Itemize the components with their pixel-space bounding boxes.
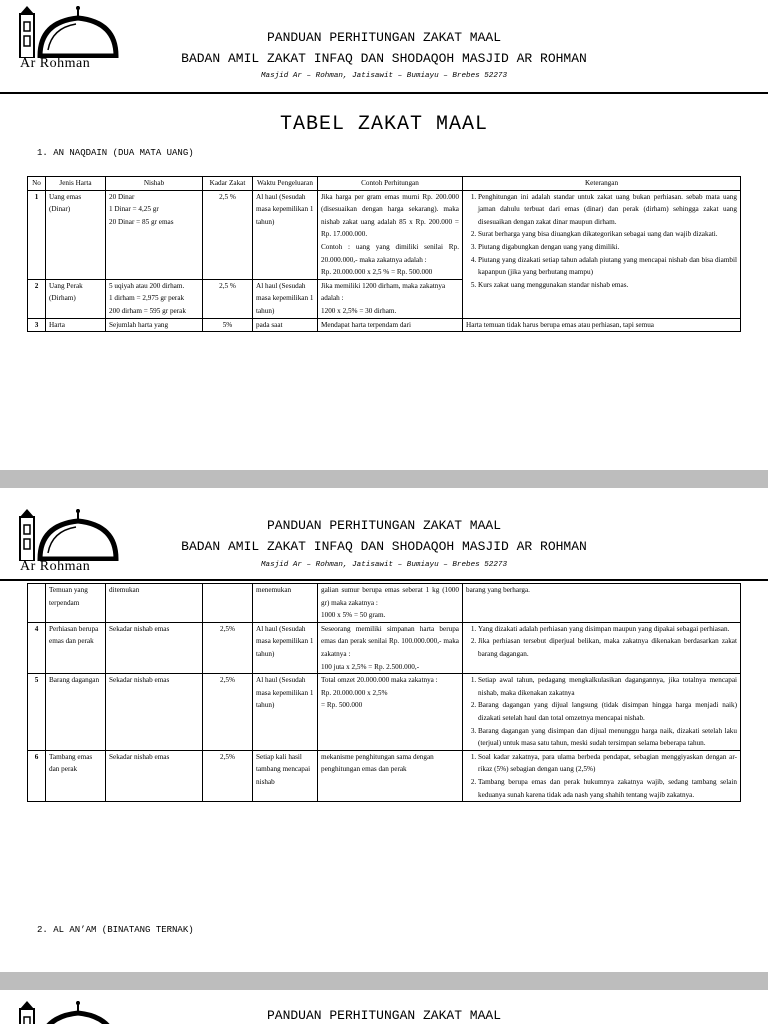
header-line-3: Masjid Ar – Rohman, Jatisawit – Bumiayu – Brebes 52273 [260, 72, 508, 80]
cell-contoh [318, 279, 463, 318]
col-header-waktu: Waktu Pengeluaran [253, 177, 318, 191]
cell-line: Jika memiliki 1200 dirham, maka zakatnya adalah : [321, 281, 446, 303]
cell-jenis: Uang emas (Dinar) [46, 190, 106, 279]
cell-line: Rp. 20.000.000 x 2,5 % = Rp. 500.000 [321, 268, 433, 277]
cell-kadar: 2,5% [203, 750, 253, 801]
section-heading-1: 1. AN NAQDAIN (DUA MATA UANG) [37, 148, 194, 158]
cell-jenis: Tambang emas dan perak [46, 750, 106, 801]
keterangan-list [466, 751, 737, 801]
table-row [28, 622, 741, 673]
cell-line: 5 uqiyah atau 200 dirham. [109, 281, 185, 290]
cell-kadar: 2,5 % [203, 279, 253, 318]
list-item: 5. Kurs zakat uang menggunakan standar nishab emas. [478, 279, 737, 292]
header-line-1: PANDUAN PERHITUNGAN ZAKAT MAAL [266, 1008, 502, 1023]
page-header [0, 0, 768, 80]
cell-nishab [106, 279, 203, 318]
logo-text: Ar Rohman [20, 559, 91, 574]
cell-kadar [203, 584, 253, 623]
keterangan-list [466, 623, 737, 661]
list-item: 1. Penghitungan ini adalah standar untuk zakat uang bukan perhiasan. sebab mata uang jaman dahulu terbuat dari emas (dinar) dan perak (dirham) sehingga zakat uang disesuaikan dengan zakat dinar maupun dirham. [478, 191, 737, 229]
cell-keterangan [463, 750, 741, 801]
keterangan-list [466, 191, 737, 292]
col-header-nishab: Nishab [106, 177, 203, 191]
cell-keterangan: barang yang berharga. [463, 584, 741, 623]
table-row [28, 190, 741, 279]
keterangan-list [466, 674, 737, 750]
list-item: 2. Tambang berupa emas dan perak hukumnya zakatnya wajib, sedang tambang selain keduanya sunah karena tidak ada nash yang shahih tentang wajib zakatnya. [478, 776, 737, 801]
cell-no: 6 [28, 750, 46, 801]
cell-keterangan [463, 622, 741, 673]
cell-kadar: 2,5% [203, 622, 253, 673]
cell-nishab: ditemukan [106, 584, 203, 623]
header-line-2: BADAN AMIL ZAKAT INFAQ DAN SHODAQOH MASJID AR ROHMAN [181, 539, 587, 554]
page-separator [0, 972, 768, 990]
list-item: 3. Piutang digabungkan dengan uang yang dimiliki. [478, 241, 737, 254]
cell-keterangan: Harta temuan tidak harus berupa emas atau perhiasan, tapi semua [463, 318, 741, 332]
col-header-kadar: Kadar Zakat [203, 177, 253, 191]
header-line-2: BADAN AMIL ZAKAT INFAQ DAN SHODAQOH MASJID AR ROHMAN [181, 51, 587, 66]
cell-waktu: menemukan [253, 584, 318, 623]
cell-no: 3 [28, 318, 46, 332]
cell-contoh: mekanisme penghitungan sama dengan penghitungan emas dan perak [318, 750, 463, 801]
table-header-row [28, 177, 741, 191]
header-line-3: Masjid Ar – Rohman, Jatisawit – Bumiayu – Brebes 52273 [260, 561, 508, 569]
list-item: 4. Piutang yang dizakati setiap tahun adalah piutang yang mencapai nishab dan bisa diambil kapanpun (jika yang berhutang mampu) [478, 254, 737, 279]
section-heading-2: 2. AL AN’AM (BINATANG TERNAK) [37, 925, 194, 935]
cell-line: Seseorang memiliki simpanan harta berupa emas dan perak senilai Rp. 100.000.000,- maka zakatnya : [321, 624, 459, 658]
header-line-1: PANDUAN PERHITUNGAN ZAKAT MAAL [266, 518, 502, 533]
cell-no: 1 [28, 190, 46, 279]
page-header [0, 995, 768, 1024]
page-header [0, 503, 768, 583]
cell-line: 1000 x 5% = 50 gram. [321, 611, 386, 620]
cell-kadar: 2,5% [203, 674, 253, 751]
page-title: TABEL ZAKAT MAAL [279, 113, 489, 136]
page-separator [0, 470, 768, 488]
cell-line: 20 Dinar [109, 192, 135, 201]
cell-contoh [318, 622, 463, 673]
cell-kadar: 5% [203, 318, 253, 332]
cell-contoh [318, 674, 463, 751]
cell-waktu: Al haul (Sesudah masa kepemilikan 1 tahun) [253, 190, 318, 279]
cell-nishab: Sejumlah harta yang [106, 318, 203, 332]
cell-waktu: Al haul (Sesudah masa kepemilikan 1 tahun) [253, 279, 318, 318]
cell-jenis: Barang dagangan [46, 674, 106, 751]
table-row [28, 584, 741, 623]
col-header-contoh: Contoh Perhitungan [318, 177, 463, 191]
table-row [28, 750, 741, 801]
cell-line: 100 juta x 2,5% = Rp. 2.500.000,- [321, 662, 420, 671]
cell-jenis: Harta [46, 318, 106, 332]
header-rule [0, 92, 768, 94]
list-item: 2. Barang dagangan yang dijual langsung (tidak disimpan hingga harga menjadi naik) dizakati setelah haul dan total omzetnya mencapai nishab. [478, 699, 737, 724]
list-item: 1. Setiap awal tahun, pedagang mengkalkulasikan dagangannya, jika totalnya mencapai nishab, maka dikenakan zakatnya [478, 674, 737, 699]
cell-kadar: 2,5 % [203, 190, 253, 279]
col-header-no: No [28, 177, 46, 191]
cell-contoh [318, 584, 463, 623]
cell-waktu: Al haul (Sesudah masa kepemilikan 1 tahun) [253, 674, 318, 751]
zakat-table-page-2 [27, 583, 741, 802]
header-rule [0, 579, 768, 581]
list-item: 2. Surat berharga yang bisa diuangkan dikategorikan sebagai uang dan wajib dizakati. [478, 228, 737, 241]
zakat-table-page-1 [27, 176, 741, 332]
header-line-1: PANDUAN PERHITUNGAN ZAKAT MAAL [266, 30, 502, 45]
cell-jenis: Perhiasan berupa emas dan perak [46, 622, 106, 673]
col-header-jenis: Jenis Harta [46, 177, 106, 191]
cell-no: 5 [28, 674, 46, 751]
list-item: 1. Yang dizakati adalah perhiasan yang disimpan maupun yang dipakai sebagai perhiasan. [478, 623, 737, 636]
cell-nishab [106, 190, 203, 279]
logo-text: Ar Rohman [20, 56, 91, 71]
cell-no: 4 [28, 622, 46, 673]
cell-waktu: pada saat [253, 318, 318, 332]
cell-line: Rp. 20.000.000 x 2,5% [321, 688, 388, 697]
cell-line: 1 Dinar = 4,25 gr [109, 205, 159, 214]
cell-line: Total omzet 20.000.000 maka zakatnya : [321, 676, 438, 685]
cell-jenis: Temuan yang terpendam [46, 584, 106, 623]
cell-line: 20 Dinar = 85 gr emas [109, 217, 174, 226]
cell-line: galian sumur berupa emas seberat 1 kg (1000 gr) maka zakatnya : [321, 586, 459, 607]
list-item: 2. Jika perhiasan tersebut diperjual belikan, maka zakatnya dikenakan berdasarkan zakat barang dagangan. [478, 635, 737, 660]
cell-keterangan [463, 674, 741, 751]
cell-waktu: Setiap kali hasil tambang mencapai nishab [253, 750, 318, 801]
cell-line: Jika harga per gram emas murni Rp. 200.000 (disesuaikan dengan harga sekarang). maka nishab zakat uang adalah 85 x Rp. 200.000 = Rp. 17.000.000. [321, 192, 459, 239]
cell-line: 1 dirham = 2,975 gr perak [109, 294, 185, 303]
table-row [28, 674, 741, 751]
cell-contoh: Mendapat harta terpendam dari [318, 318, 463, 332]
cell-contoh [318, 190, 463, 279]
cell-no: 2 [28, 279, 46, 318]
table-row [28, 318, 741, 332]
cell-nishab: Sekadar nishab emas [106, 750, 203, 801]
cell-nishab: Sekadar nishab emas [106, 674, 203, 751]
cell-line: Contoh : uang yang dimiliki senilai Rp. 20.000.000,- maka zakatnya adalah : [321, 242, 459, 264]
cell-jenis: Uang Perak (Dirham) [46, 279, 106, 318]
col-header-keterangan: Keterangan [463, 177, 741, 191]
cell-waktu: Al haul (Sesudah masa kepemilikan 1 tahun) [253, 622, 318, 673]
list-item: 3. Barang dagangan yang disimpan dan dijual menunggu harga naik, dizakati setelah laku (terjual) untuk masa satu tahun, meski sudah tersimpan selama beberapa tahun. [478, 725, 737, 750]
table-page-1-clip [0, 176, 768, 455]
list-item: 1. Soal kadar zakatnya, para ulama berbeda pendapat, sebagian menggiyaskan dengan ar-rikaz (5%) sebagian dengan uang (2,5%) [478, 751, 737, 776]
cell-no [28, 584, 46, 623]
cell-line: 1200 x 2,5% = 30 dirham. [321, 306, 397, 315]
cell-line: 200 dirham = 595 gr perak [109, 306, 186, 315]
table-page-2-clip [0, 583, 768, 913]
cell-keterangan [463, 190, 741, 318]
cell-line: = Rp. 500.000 [321, 701, 363, 710]
cell-nishab: Sekadar nishab emas [106, 622, 203, 673]
